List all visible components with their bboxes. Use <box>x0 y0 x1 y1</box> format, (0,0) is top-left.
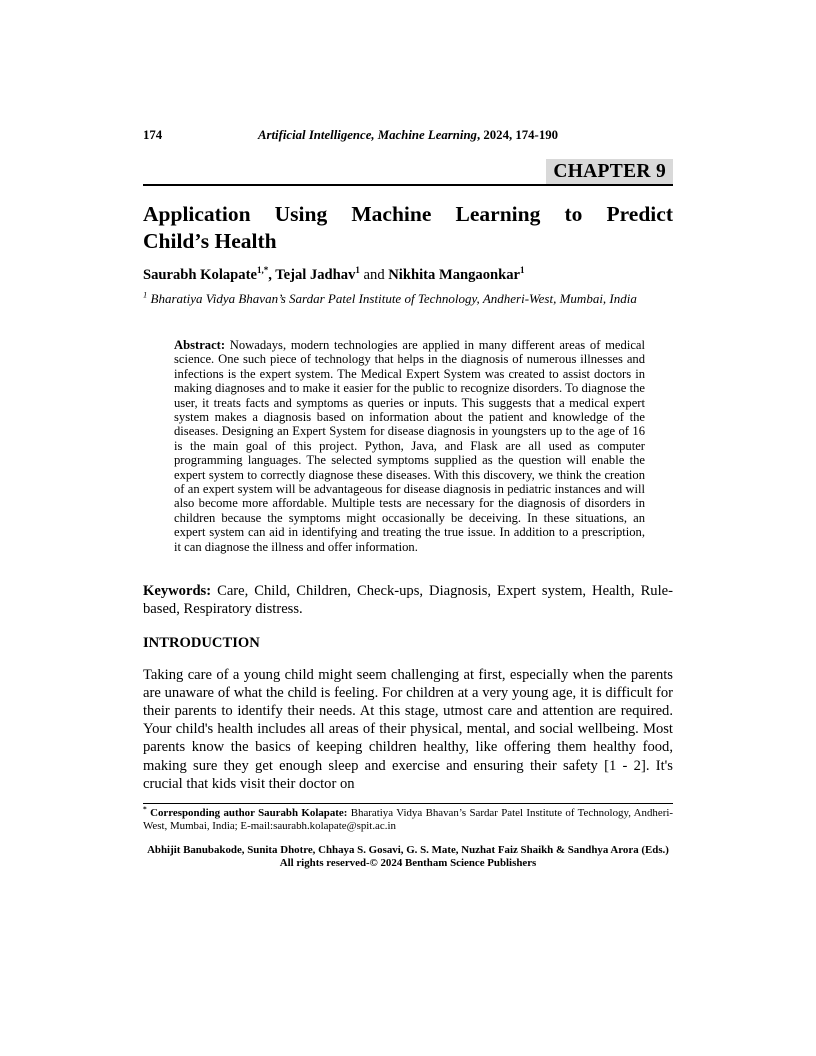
author-name: Nikhita Mangaonkar <box>388 267 521 283</box>
author-separator: , <box>268 267 276 283</box>
footnote-text: Bharatiya Vidya Bhavan’s Sardar Patel Institute of Technology, Andheri-West, Mumbai, India; E-mail:saurabh.kolapate@spit.ac.in <box>143 806 673 832</box>
imprint-block <box>143 844 673 871</box>
editors-line: Abhijit Banubakode, Sunita Dhotre, Chhaya S. Gosavi, G. S. Mate, Nuzhat Faiz Shaikh & Sandhya Arora (Eds.) <box>147 843 669 856</box>
chapter-label: CHAPTER 9 <box>546 159 673 184</box>
abstract-text: Nowadays, modern technologies are applied in many different areas of medical science. One such piece of technology that helps in the diagnosis of numerous illnesses and infections is the expert system. The Medical Expert System was created to assist doctors in making diagnoses and to make it easier for the public to recognize disorders. To diagnose the user, it treats facts and symptoms as queries or inputs. This suggests that a medical expert system makes a diagnosis based on information about the patient and knowledge of the diseases. Designing an Expert System for disease diagnosis in youngsters up to the age of 16 is the main goal of this project. Python, Java, and Flask are all used as computer programming languages. The selected symptoms supplied as the question will enable the expert system to correctly diagnose these diseases. With this discovery, we think the creation of an expert system will be advantageous for disease diagnosis in pediatric instances and will also become more affordable. Multiple tests are necessary for the diagnosis of disorders in children because the symptoms might occasionally be deceiving. In these situations, an expert system can aid in identifying and treating the true issue. In addition to a prescription, it can diagnose the illness and offer information. <box>174 338 645 554</box>
article-title <box>143 201 673 255</box>
keywords-block <box>143 582 673 618</box>
affiliation <box>143 291 673 307</box>
keywords-label: Keywords: <box>143 583 212 600</box>
affiliation-superscript: 1 <box>143 289 148 300</box>
authors-line <box>143 266 673 284</box>
running-head-issue: , 2024, 174-190 <box>476 128 559 142</box>
footnote-divider <box>143 803 673 804</box>
author-name: Saurabh Kolapate <box>143 267 257 283</box>
abstract-block <box>174 338 645 554</box>
introduction-heading: INTRODUCTION <box>143 634 260 651</box>
page-header <box>143 128 673 146</box>
affiliation-text: Bharatiya Vidya Bhavan’s Sardar Patel Institute of Technology, Andheri-West, Mumbai, India <box>147 291 637 306</box>
author-superscript: 1 <box>520 265 525 276</box>
author-superscript: 1 <box>355 265 360 276</box>
author-superscript: 1,* <box>256 265 269 276</box>
keywords-text: Care, Child, Children, Check-ups, Diagnosis, Expert system, Health, Rule-based, Respiratory distress. <box>143 583 673 618</box>
corresponding-author-footnote <box>143 804 673 833</box>
running-head-journal: Artificial Intelligence, Machine Learning <box>257 128 477 142</box>
article-title-line-2: Child’s Health <box>143 229 277 253</box>
introduction-paragraph: Taking care of a young child might seem challenging at first, especially when the parents are unaware of what the child is feeling. For children at a very young age, it is difficult for their parents to identify their needs. At this stage, utmost care and attention are required. Your child's health includes all areas of their physical, mental, and social wellbeing. Most parents know the basics of keeping children healthy, like offering them healthy food, making sure they get enough sleep and exercise and ensuring their safety [1 - 2]. It's crucial that kids visit their doctor on <box>143 666 673 792</box>
abstract-label: Abstract: <box>174 338 226 352</box>
running-head <box>143 128 673 143</box>
article-title-line-1: Application Using Machine Learning to Predict <box>143 202 673 226</box>
footnote-marker: * <box>143 804 147 814</box>
author-name: Tejal Jadhav <box>275 267 356 283</box>
author-conjunction: and <box>359 267 389 283</box>
rights-line: All rights reserved-© 2024 Bentham Science Publishers <box>279 857 537 870</box>
footnote-lead: Corresponding author Saurabh Kolapate: <box>146 806 348 819</box>
chapter-banner <box>143 159 673 186</box>
page-number: 174 <box>143 128 163 142</box>
